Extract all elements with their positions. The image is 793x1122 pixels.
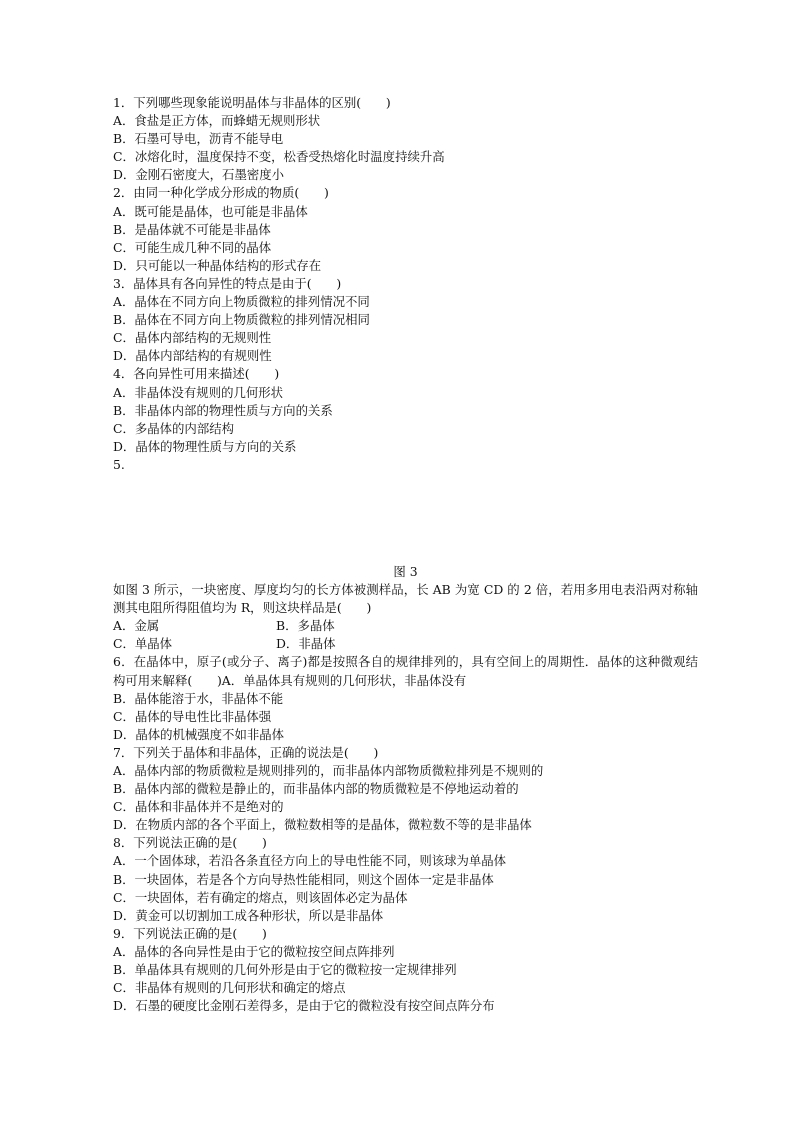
- option-d: D．晶体内部结构的有规则性: [113, 348, 272, 364]
- question-9: [113, 925, 698, 1015]
- option-b: B．晶体内部的微粒是静止的，而非晶体内部的物质微粒是不停地运动着的: [113, 781, 519, 797]
- option-a: A．既可能是晶体，也可能是非晶体: [113, 203, 308, 219]
- option-d: D．晶体的机械强度不如非晶体: [113, 726, 285, 742]
- option-c: C．可能生成几种不同的晶体: [113, 239, 272, 255]
- question-stem: 9．下列说法正确的是( ): [113, 925, 267, 941]
- question-stem: 4．各向异性可用来描述( ): [113, 366, 280, 382]
- question-stem: 6．在晶体中，原子(或分子、离子)都是按照各自的规律排列的，具有空间上的周期性．晶体的这种微观结构可用来解释( )A．单晶体具有规则的几何形状，非晶体没有: [113, 654, 698, 688]
- question-8: [113, 834, 698, 924]
- option-a: A．晶体内部的物质微粒是规则排列的，而非晶体内部物质微粒排列是不规则的: [113, 763, 544, 778]
- question-7: [113, 744, 698, 834]
- option-b: B．石墨可导电，沥青不能导电: [113, 131, 284, 147]
- option-a: A．食盐是正方体，而蜂蜡无规则形状: [113, 113, 321, 129]
- question-stem: 如图 3 所示，一块密度、厚度均匀的长方体被测样品，长 AB 为宽 CD 的 2 倍，若用多用电表沿两对称轴测其电阻所得阻值均为 R，则这块样品是( ): [113, 582, 698, 616]
- option-d: D．金刚石密度大，石墨密度小: [113, 167, 285, 183]
- option-b: B．是晶体就不可能是非晶体: [113, 221, 271, 237]
- option-a: A．晶体的各向异性是由于它的微粒按空间点阵排列: [113, 943, 395, 959]
- option-a: A．一个固体球，若沿各条直径方向上的导电性能不同，则该球为单晶体: [113, 853, 507, 869]
- option-c: C．一块固体，若有确定的熔点，则该固体必定为晶体: [113, 889, 408, 905]
- option-a: A．非晶体没有规则的几何形状: [113, 384, 284, 400]
- question-stem: 7．下列关于晶体和非晶体，正确的说法是( ): [113, 744, 379, 760]
- option-b: B．单晶体具有规则的几何外形是由于它的微粒按一定规律排列: [113, 962, 457, 978]
- option-d: D．石墨的硬度比金刚石差得多，是由于它的微粒没有按空间点阵分布: [113, 998, 495, 1014]
- question-stem: 1．下列哪些现象能说明晶体与非晶体的区别( ): [113, 95, 391, 110]
- option-c: C．单晶体: [113, 636, 173, 652]
- option-b: B．多晶体: [276, 618, 335, 634]
- option-c: C．非晶体有规则的几何形状和确定的熔点: [113, 980, 346, 996]
- option-d: D．非晶体: [276, 636, 336, 652]
- question-number: 5.: [113, 456, 125, 472]
- option-d: D．在物质内部的各个平面上，微粒数相等的是晶体，微粒数不等的是非晶体: [113, 817, 532, 833]
- question-4: [113, 365, 698, 455]
- option-d: D．只可能以一种晶体结构的形式存在: [113, 257, 322, 273]
- question-stem: 3．晶体具有各向异性的特点是由于( ): [113, 275, 342, 291]
- option-row: [113, 617, 698, 635]
- option-b: B．一块固体，若是各个方向导热性能相同，则这个固体一定是非晶体: [113, 871, 494, 887]
- worksheet: [113, 94, 698, 1015]
- question-stem: 2．由同一种化学成分形成的物质( ): [113, 185, 329, 201]
- option-b: B．非晶体内部的物理性质与方向的关系: [113, 402, 333, 418]
- figure-caption: 图 3: [393, 563, 418, 579]
- option-c: C．晶体内部结构的无规则性: [113, 330, 272, 346]
- option-a: A．晶体在不同方向上物质微粒的排列情况不同: [113, 294, 370, 310]
- question-6: [113, 653, 698, 743]
- question-stem: 8．下列说法正确的是( ): [113, 835, 267, 851]
- option-d: D．晶体的物理性质与方向的关系: [113, 438, 297, 454]
- question-5: [113, 456, 698, 654]
- question-1: [113, 94, 698, 184]
- question-2: [113, 184, 698, 274]
- option-c: C．晶体的导电性比非晶体强: [113, 708, 272, 724]
- option-c: C．多晶体的内部结构: [113, 420, 234, 436]
- option-row: [113, 635, 698, 653]
- option-a: A．金属: [113, 618, 160, 634]
- figure-placeholder: [113, 474, 698, 563]
- option-c: C．晶体和非晶体并不是绝对的: [113, 799, 284, 815]
- option-b: B．晶体在不同方向上物质微粒的排列情况相同: [113, 312, 370, 328]
- option-b: B．晶体能溶于水，非晶体不能: [113, 690, 284, 706]
- question-3: [113, 275, 698, 365]
- option-d: D．黄金可以切割加工成各种形状，所以是非晶体: [113, 907, 384, 923]
- option-c: C．冰熔化时，温度保持不变，松香受热熔化时温度持续升高: [113, 149, 445, 165]
